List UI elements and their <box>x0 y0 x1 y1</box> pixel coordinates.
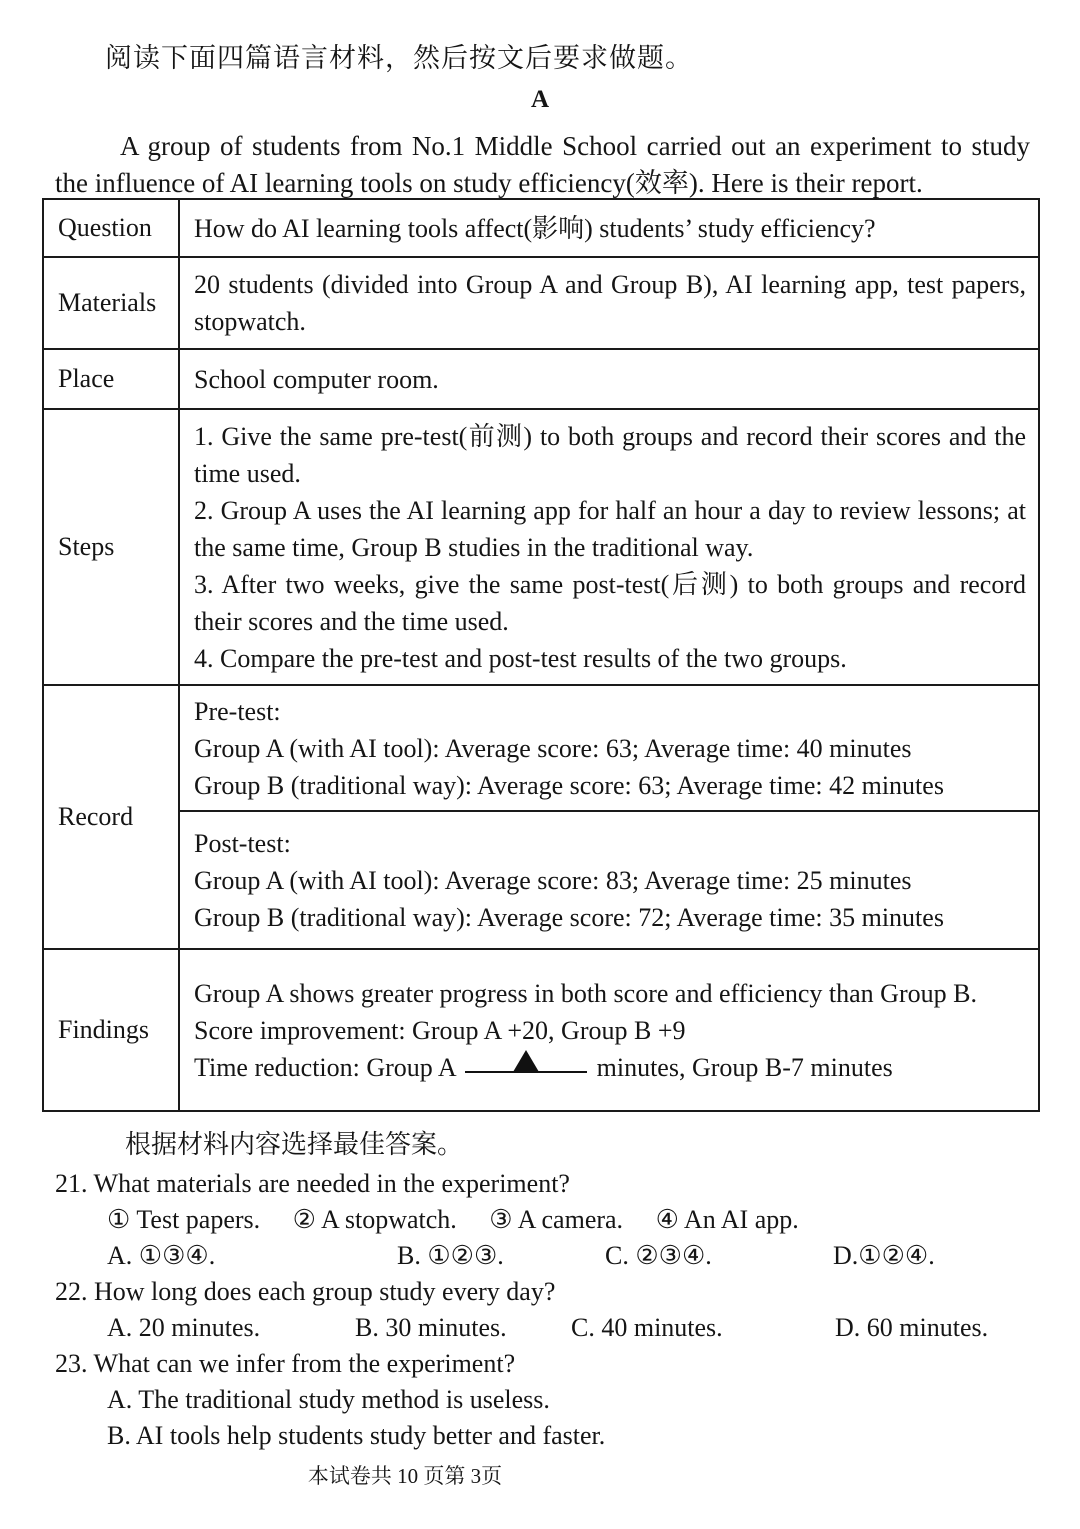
answer-blank[interactable] <box>465 1045 587 1073</box>
row-place <box>43 349 1039 409</box>
label-materials: Materials <box>43 257 179 349</box>
row-question <box>43 199 1039 257</box>
pre-test-title: Pre-test: <box>194 696 281 726</box>
option-d[interactable]: D. 60 minutes. <box>835 1313 989 1342</box>
intro-text: A group of students from No.1 Middle School carried out an experiment to study the influence of AI learning tools on study efficiency(效率). Here is their report. <box>55 131 1030 198</box>
post-test-group-b: Group B (traditional way): Average score: 72; Average time: 35 minutes <box>194 902 944 932</box>
place-text: School computer room. <box>179 349 1039 409</box>
questions-block <box>55 1166 1035 1454</box>
question-21-stem: 21. What materials are needed in the experiment? <box>55 1169 570 1198</box>
option-b[interactable]: B. AI tools help students study better and faster. <box>107 1421 606 1450</box>
label-steps: Steps <box>43 409 179 685</box>
row-record-pre <box>43 685 1039 811</box>
row-steps <box>43 409 1039 685</box>
time-reduction-prefix: Time reduction: Group A <box>194 1052 457 1082</box>
pre-test-group-b: Group B (traditional way): Average score: 63; Average time: 42 minutes <box>194 770 944 800</box>
question-21-options <box>55 1238 1035 1274</box>
materials-text: 20 students (divided into Group A and Group B), AI learning app, test papers, stopwatch. <box>179 257 1039 349</box>
option-a[interactable]: A. The traditional study method is useless. <box>107 1385 550 1414</box>
row-materials <box>43 257 1039 349</box>
steps-list <box>179 409 1039 685</box>
option-c[interactable]: C. 40 minutes. <box>571 1313 723 1342</box>
post-test-title: Post-test: <box>194 828 291 858</box>
label-record: Record <box>43 685 179 949</box>
step-1: 1. Give the same pre-test(前测) to both groups and record their scores and the time used. <box>194 421 1026 488</box>
findings-line-1: Group A shows greater progress in both score and efficiency than Group B. <box>194 978 977 1008</box>
item-1: ① Test papers. <box>107 1205 261 1234</box>
option-b[interactable]: B. ①②③. <box>397 1241 504 1270</box>
option-b[interactable]: B. 30 minutes. <box>355 1313 507 1342</box>
triangle-icon <box>513 1050 539 1072</box>
item-4: ④ An AI app. <box>655 1205 799 1234</box>
row-record-post <box>43 811 1039 949</box>
post-test-group-a: Group A (with AI tool): Average score: 83; Average time: 25 minutes <box>194 865 912 895</box>
page-footer: 本试卷共 10 页第 3页 <box>307 1464 503 1488</box>
question-text: How do AI learning tools affect(影响) students’ study efficiency? <box>179 199 1039 257</box>
findings-line-3 <box>194 1049 1026 1086</box>
pre-test-group-a: Group A (with AI tool): Average score: 63; Average time: 40 minutes <box>194 733 912 763</box>
intro-paragraph <box>55 128 1030 202</box>
experiment-report-table <box>42 198 1040 1112</box>
label-question: Question <box>43 199 179 257</box>
step-3: 3. After two weeks, give the same post-test(后测) to both groups and record their scores and the time used. <box>194 569 1026 636</box>
option-c[interactable]: C. ②③④. <box>605 1241 712 1270</box>
section-title: A <box>530 86 550 113</box>
option-a[interactable]: A. ①③④. <box>107 1241 216 1270</box>
time-reduction-suffix: minutes, Group B-7 minutes <box>596 1052 893 1082</box>
question-22-stem: 22. How long does each group study every day? <box>55 1277 556 1306</box>
question-21-items <box>55 1202 1035 1238</box>
pre-test-cell <box>179 685 1039 811</box>
question-22-options <box>55 1310 1035 1346</box>
question-23-stem: 23. What can we infer from the experiment? <box>55 1349 516 1378</box>
question-instruction: 根据材料内容选择最佳答案。 <box>125 1130 464 1159</box>
row-findings <box>43 949 1039 1111</box>
item-2: ② A stopwatch. <box>292 1205 457 1234</box>
label-findings: Findings <box>43 949 179 1111</box>
item-3: ③ A camera. <box>489 1205 624 1234</box>
option-d[interactable]: D.①②④. <box>833 1241 935 1270</box>
findings-line-2: Score improvement: Group A +20, Group B +9 <box>194 1015 686 1045</box>
findings-cell <box>179 949 1039 1111</box>
label-place: Place <box>43 349 179 409</box>
option-a[interactable]: A. 20 minutes. <box>107 1313 261 1342</box>
step-2: 2. Group A uses the AI learning app for half an hour a day to review lessons; at the same time, Group B studies in the traditional way. <box>194 495 1026 562</box>
reading-instruction: 阅读下面四篇语言材料，然后按文后要求做题。 <box>105 43 693 73</box>
step-4: 4. Compare the pre-test and post-test results of the two groups. <box>194 643 847 673</box>
post-test-cell <box>179 811 1039 949</box>
